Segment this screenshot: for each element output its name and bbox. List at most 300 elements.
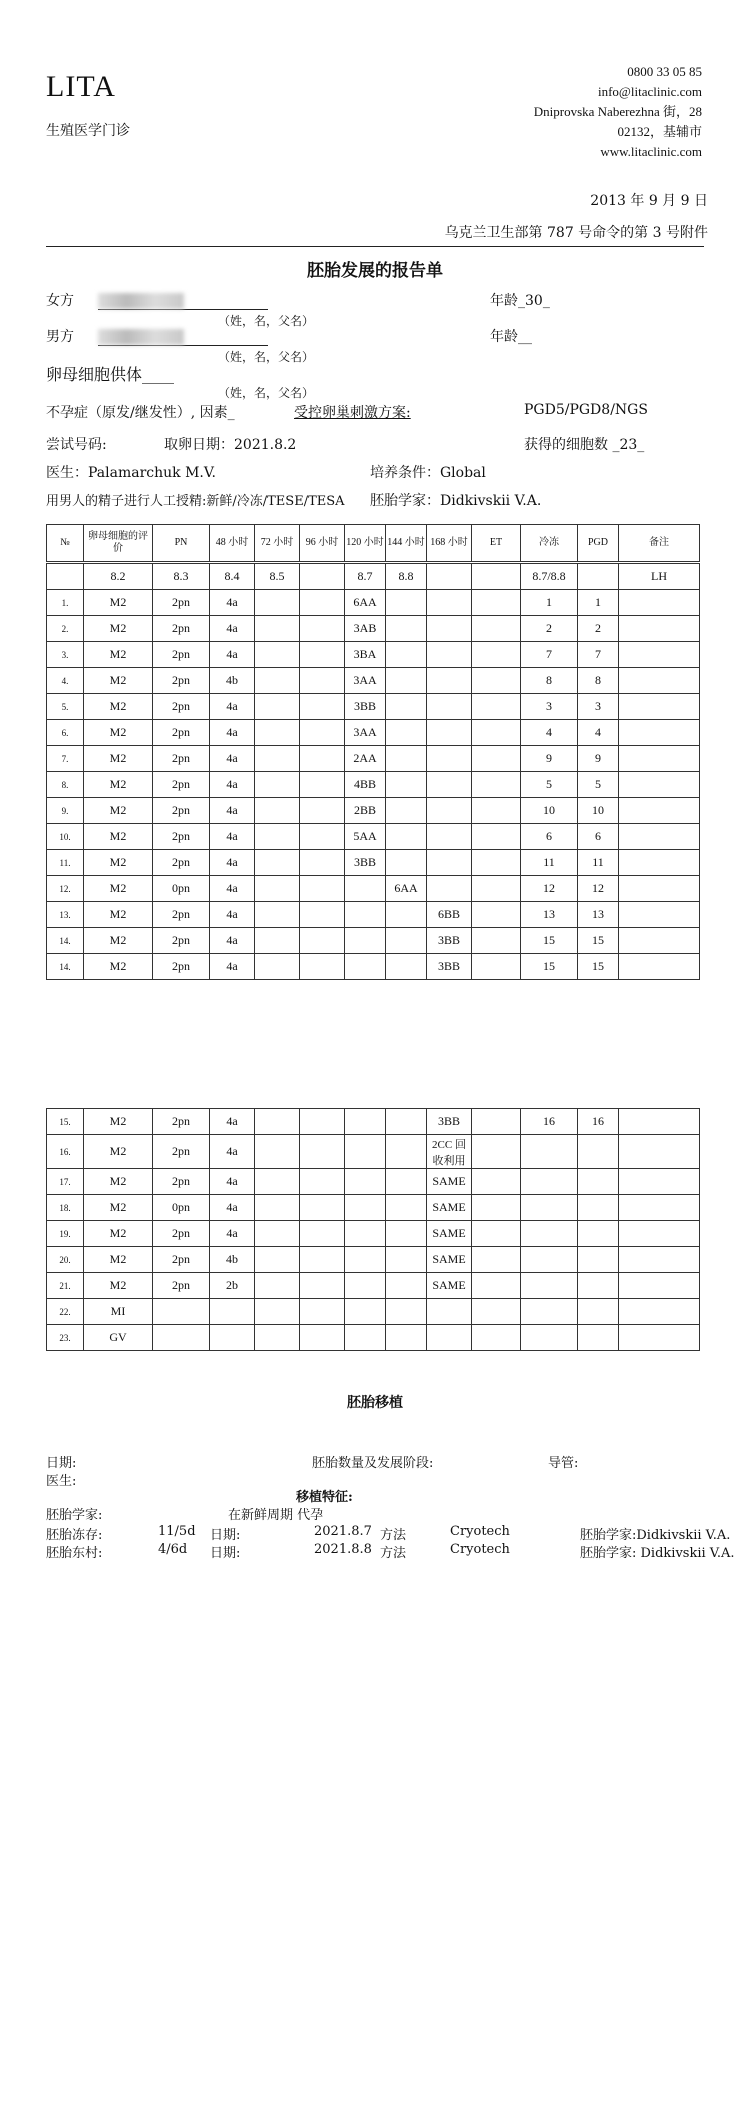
table-cell bbox=[386, 798, 427, 824]
table-cell: 4a bbox=[210, 1169, 255, 1195]
table-cell bbox=[427, 746, 472, 772]
table-cell bbox=[619, 642, 700, 668]
table-cell bbox=[619, 1221, 700, 1247]
table-cell bbox=[578, 1299, 619, 1325]
table-cell: 10 bbox=[578, 798, 619, 824]
table-cell bbox=[255, 616, 300, 642]
table-cell bbox=[345, 876, 386, 902]
table-cell bbox=[472, 642, 521, 668]
table-cell bbox=[255, 1135, 300, 1169]
table-row bbox=[47, 746, 700, 772]
contact-phone: 0800 33 05 85 bbox=[627, 64, 702, 79]
table-cell bbox=[472, 1247, 521, 1273]
table-cell bbox=[300, 1325, 345, 1351]
table-row bbox=[47, 642, 700, 668]
table-cell: 9 bbox=[578, 746, 619, 772]
table-cell: 8 bbox=[521, 668, 578, 694]
table-cell: 2b bbox=[210, 1273, 255, 1299]
table-cell: 2pn bbox=[153, 902, 210, 928]
table-cell: M2 bbox=[84, 1135, 153, 1169]
table-cell: 2pn bbox=[153, 694, 210, 720]
table-cell bbox=[619, 1325, 700, 1351]
table-cell bbox=[255, 668, 300, 694]
insemination-field: 用男人的精子进行人工授精:新鲜/冷冻/TESE/TESA bbox=[46, 494, 345, 509]
table-cell bbox=[300, 746, 345, 772]
table-row bbox=[47, 1109, 700, 1135]
table-cell: ET bbox=[472, 525, 521, 562]
table-cell: 13 bbox=[578, 902, 619, 928]
table-cell: 2pn bbox=[153, 1135, 210, 1169]
table-cell bbox=[210, 1299, 255, 1325]
table-cell: 4b bbox=[210, 668, 255, 694]
table-cell bbox=[386, 850, 427, 876]
table-cell: 4 bbox=[578, 720, 619, 746]
table-cell bbox=[386, 694, 427, 720]
table-cell bbox=[345, 1195, 386, 1221]
table-cell bbox=[427, 824, 472, 850]
table-cell bbox=[255, 772, 300, 798]
table-cell: 2pn bbox=[153, 590, 210, 616]
table-cell: 2pn bbox=[153, 1247, 210, 1273]
table-cell: 9 bbox=[521, 746, 578, 772]
row-number-cell: 17. bbox=[47, 1169, 84, 1195]
row-number-cell: 22. bbox=[47, 1299, 84, 1325]
table-cell bbox=[255, 590, 300, 616]
table-cell: SAME bbox=[427, 1195, 472, 1221]
table-cell bbox=[386, 928, 427, 954]
table-cell bbox=[153, 1299, 210, 1325]
table-cell: 3AA bbox=[345, 668, 386, 694]
table-cell bbox=[521, 1247, 578, 1273]
table-cell: 2pn bbox=[153, 668, 210, 694]
table-cell bbox=[619, 1195, 700, 1221]
table-cell bbox=[345, 1135, 386, 1169]
table-cell: 8.4 bbox=[210, 564, 255, 590]
table-cell: 2 bbox=[578, 616, 619, 642]
table-cell bbox=[472, 772, 521, 798]
table-cell bbox=[619, 668, 700, 694]
culture-conditions: 培养条件：Global bbox=[370, 465, 486, 481]
table-cell: 6 bbox=[521, 824, 578, 850]
table-cell bbox=[521, 1221, 578, 1247]
table-cell: 5 bbox=[578, 772, 619, 798]
table-cell bbox=[255, 824, 300, 850]
table-row bbox=[47, 694, 700, 720]
table-cell bbox=[472, 798, 521, 824]
row-number-cell: 8. bbox=[47, 772, 84, 798]
donor-name-hint: （姓，名，父名） bbox=[218, 386, 315, 400]
table-cell bbox=[472, 1325, 521, 1351]
table-cell bbox=[472, 1221, 521, 1247]
table-cell bbox=[300, 772, 345, 798]
table-cell bbox=[300, 694, 345, 720]
table-cell: 2pn bbox=[153, 1221, 210, 1247]
freeze-date: 2021.8.7 bbox=[314, 1524, 372, 1539]
row-number-cell: 9. bbox=[47, 798, 84, 824]
table-cell bbox=[300, 850, 345, 876]
transfer-doctor-label: 医生: bbox=[46, 1474, 77, 1489]
table-cell: 1 bbox=[521, 590, 578, 616]
pgd-field: PGD5/PGD8/NGS bbox=[524, 402, 648, 418]
table-row bbox=[47, 1247, 700, 1273]
table-cell: M2 bbox=[84, 772, 153, 798]
table-cell: 48 小时 bbox=[210, 525, 255, 562]
embryo-count-label: 胚胎数量及发展阶段: bbox=[312, 1456, 434, 1471]
freeze-label: 胚胎冻存: bbox=[46, 1528, 103, 1543]
table-row bbox=[47, 668, 700, 694]
table-cell: 13 bbox=[521, 902, 578, 928]
table-cell bbox=[386, 1109, 427, 1135]
table-cell bbox=[521, 1299, 578, 1325]
table-row bbox=[47, 772, 700, 798]
table-cell bbox=[210, 1325, 255, 1351]
female-row bbox=[46, 290, 268, 310]
transfer-features-label: 移植特征: bbox=[296, 1490, 353, 1505]
embryo-table-header bbox=[46, 524, 700, 562]
table-cell bbox=[472, 902, 521, 928]
table-cell: 3AA bbox=[345, 720, 386, 746]
table-cell bbox=[386, 902, 427, 928]
table-row bbox=[47, 590, 700, 616]
table-cell bbox=[345, 928, 386, 954]
row-number-cell: № bbox=[47, 525, 84, 562]
table-cell bbox=[300, 590, 345, 616]
table-cell: 2pn bbox=[153, 928, 210, 954]
table-cell bbox=[619, 772, 700, 798]
table-cell bbox=[345, 1169, 386, 1195]
table-cell: 4a bbox=[210, 590, 255, 616]
table-cell bbox=[427, 590, 472, 616]
table-cell bbox=[386, 590, 427, 616]
table-cell: 4a bbox=[210, 928, 255, 954]
report-title: 胚胎发展的报告单 bbox=[307, 261, 443, 281]
table-cell bbox=[386, 1273, 427, 1299]
table-cell: 72 小时 bbox=[255, 525, 300, 562]
table-cell: M2 bbox=[84, 902, 153, 928]
table-cell: 4a bbox=[210, 772, 255, 798]
table-cell bbox=[345, 1247, 386, 1273]
freeze-label: 胚胎东村: bbox=[46, 1546, 103, 1561]
table-cell bbox=[386, 1247, 427, 1273]
table-cell: 2BB bbox=[345, 798, 386, 824]
table-cell bbox=[386, 1325, 427, 1351]
table-cell bbox=[578, 1247, 619, 1273]
table-cell: M2 bbox=[84, 1195, 153, 1221]
table-cell: PGD bbox=[578, 525, 619, 562]
table-cell bbox=[472, 1299, 521, 1325]
table-cell bbox=[578, 1169, 619, 1195]
table-cell: SAME bbox=[427, 1169, 472, 1195]
table-cell: 7 bbox=[521, 642, 578, 668]
table-cell bbox=[578, 1221, 619, 1247]
table-cell: 8.8 bbox=[386, 564, 427, 590]
row-number-cell: 18. bbox=[47, 1195, 84, 1221]
table-cell bbox=[578, 1273, 619, 1299]
table-cell bbox=[521, 1169, 578, 1195]
table-row bbox=[47, 1221, 700, 1247]
table-cell bbox=[345, 954, 386, 980]
table-cell bbox=[472, 1109, 521, 1135]
row-number-cell: 14. bbox=[47, 954, 84, 980]
freeze-method: Cryotech bbox=[450, 1542, 510, 1557]
table-cell: 6 bbox=[578, 824, 619, 850]
table-cell: 2pn bbox=[153, 850, 210, 876]
table-cell: M2 bbox=[84, 642, 153, 668]
table-cell bbox=[472, 616, 521, 642]
table-cell bbox=[619, 1299, 700, 1325]
table-cell: 6AA bbox=[345, 590, 386, 616]
table-cell bbox=[300, 1299, 345, 1325]
row-number-cell: 5. bbox=[47, 694, 84, 720]
table-cell: M2 bbox=[84, 720, 153, 746]
table-cell: 5 bbox=[521, 772, 578, 798]
table-cell: MI bbox=[84, 1299, 153, 1325]
table-cell bbox=[255, 642, 300, 668]
table-cell bbox=[619, 1109, 700, 1135]
table-cell: 0pn bbox=[153, 1195, 210, 1221]
table-cell bbox=[300, 1169, 345, 1195]
table-cell bbox=[427, 850, 472, 876]
table-cell: 4a bbox=[210, 1109, 255, 1135]
table-cell: 2 bbox=[521, 616, 578, 642]
table-cell: M2 bbox=[84, 668, 153, 694]
table-cell bbox=[472, 1195, 521, 1221]
table-row bbox=[47, 1273, 700, 1299]
row-number-cell: 14. bbox=[47, 928, 84, 954]
table-cell: M2 bbox=[84, 616, 153, 642]
row-number-cell: 21. bbox=[47, 1273, 84, 1299]
table-cell: 8.7/8.8 bbox=[521, 564, 578, 590]
table-cell: 2pn bbox=[153, 616, 210, 642]
table-cell: 3BA bbox=[345, 642, 386, 668]
table-cell bbox=[386, 954, 427, 980]
table-cell bbox=[472, 824, 521, 850]
table-cell bbox=[578, 564, 619, 590]
table-cell bbox=[255, 1221, 300, 1247]
row-number-cell: 1. bbox=[47, 590, 84, 616]
table-cell: 3 bbox=[521, 694, 578, 720]
table-cell: 15 bbox=[578, 928, 619, 954]
table-cell: 11 bbox=[521, 850, 578, 876]
table-cell bbox=[386, 1169, 427, 1195]
table-cell: 2pn bbox=[153, 746, 210, 772]
freeze-method: Cryotech bbox=[450, 1524, 510, 1539]
table-cell: 12 bbox=[521, 876, 578, 902]
table-cell bbox=[255, 720, 300, 746]
table-cell: 2pn bbox=[153, 954, 210, 980]
table-cell: 2pn bbox=[153, 720, 210, 746]
table-cell: PN bbox=[153, 525, 210, 562]
clinic-name: 生殖医学门诊 bbox=[46, 123, 130, 139]
table-cell bbox=[345, 902, 386, 928]
table-cell bbox=[472, 746, 521, 772]
table-cell bbox=[619, 954, 700, 980]
table-cell: M2 bbox=[84, 850, 153, 876]
contact-email: info@litaclinic.com bbox=[597, 84, 702, 99]
table-cell: 4a bbox=[210, 694, 255, 720]
table-header-row bbox=[47, 525, 700, 562]
row-number-cell: 10. bbox=[47, 824, 84, 850]
female-name-line bbox=[98, 293, 268, 310]
table-cell: 4a bbox=[210, 1221, 255, 1247]
table-cell bbox=[300, 876, 345, 902]
table-cell bbox=[386, 668, 427, 694]
table-cell: 4a bbox=[210, 746, 255, 772]
table-cell: M2 bbox=[84, 746, 153, 772]
table-cell bbox=[345, 1325, 386, 1351]
table-cell bbox=[345, 1273, 386, 1299]
table-cell: M2 bbox=[84, 1169, 153, 1195]
table-cell: GV bbox=[84, 1325, 153, 1351]
table-cell: 6AA bbox=[386, 876, 427, 902]
freeze-embryologist: 胚胎学家: Didkivskii V.A. bbox=[580, 1546, 735, 1561]
row-number-cell: 3. bbox=[47, 642, 84, 668]
table-cell bbox=[255, 850, 300, 876]
table-cell bbox=[300, 1195, 345, 1221]
table-cell: SAME bbox=[427, 1273, 472, 1299]
table-cell bbox=[472, 720, 521, 746]
annex-note: 乌克兰卫生部第 787 号命令的第 3 号附件 bbox=[444, 225, 708, 241]
freeze-count: 4/6d bbox=[158, 1542, 188, 1557]
table-cell bbox=[386, 772, 427, 798]
table-cell: M2 bbox=[84, 1109, 153, 1135]
table-cell bbox=[521, 1273, 578, 1299]
table-cell: 120 小时 bbox=[345, 525, 386, 562]
table-cell bbox=[255, 798, 300, 824]
table-cell: 备注 bbox=[619, 525, 700, 562]
table-cell: 4a bbox=[210, 1135, 255, 1169]
table-cell: 4a bbox=[210, 798, 255, 824]
row-number-cell: 20. bbox=[47, 1247, 84, 1273]
table-cell bbox=[386, 1221, 427, 1247]
table-cell bbox=[300, 928, 345, 954]
contact-street: Dniprovska Naberezhna 街，28 bbox=[533, 104, 702, 119]
table-cell bbox=[255, 928, 300, 954]
table-cell: M2 bbox=[84, 694, 153, 720]
table-cell bbox=[345, 1221, 386, 1247]
table-cell: LH bbox=[619, 564, 700, 590]
table-cell: M2 bbox=[84, 824, 153, 850]
table-cell: 4a bbox=[210, 954, 255, 980]
table-cell bbox=[345, 1109, 386, 1135]
table-cell bbox=[619, 850, 700, 876]
table-cell bbox=[521, 1195, 578, 1221]
table-cell: 4a bbox=[210, 824, 255, 850]
table-cell bbox=[619, 928, 700, 954]
table-cell bbox=[619, 1247, 700, 1273]
table-row bbox=[47, 876, 700, 902]
table-cell: 4a bbox=[210, 876, 255, 902]
redacted-name bbox=[98, 329, 184, 345]
table-cell: M2 bbox=[84, 590, 153, 616]
stim-protocol: 受控卵巢刺激方案: bbox=[294, 405, 411, 421]
row-number-cell: 7. bbox=[47, 746, 84, 772]
table-cell bbox=[300, 1247, 345, 1273]
table-cell: M2 bbox=[84, 876, 153, 902]
table-cell: M2 bbox=[84, 1221, 153, 1247]
table-cell: 96 小时 bbox=[300, 525, 345, 562]
table-cell: 4BB bbox=[345, 772, 386, 798]
row-number-cell: 23. bbox=[47, 1325, 84, 1351]
transfer-cycle: 在新鲜周期 代孕 bbox=[228, 1508, 324, 1523]
table-cell: 2pn bbox=[153, 798, 210, 824]
row-number-cell: 15. bbox=[47, 1109, 84, 1135]
table-cell: 15 bbox=[521, 954, 578, 980]
table-cell: 3BB bbox=[345, 694, 386, 720]
transfer-embryologist-label: 胚胎学家: bbox=[46, 1508, 103, 1523]
table-cell bbox=[472, 668, 521, 694]
table-cell: 8 bbox=[578, 668, 619, 694]
table-cell bbox=[300, 824, 345, 850]
table-cell bbox=[386, 1195, 427, 1221]
contact-block bbox=[534, 62, 702, 162]
table-cell bbox=[427, 668, 472, 694]
table-cell bbox=[255, 1169, 300, 1195]
table-cell bbox=[472, 1169, 521, 1195]
table-cell bbox=[619, 1135, 700, 1169]
transfer-title: 胚胎移植 bbox=[347, 1395, 403, 1411]
freeze-method-label: 方法 bbox=[380, 1546, 407, 1561]
table-cell: 168 小时 bbox=[427, 525, 472, 562]
female-label: 女方 bbox=[46, 293, 74, 309]
table-cell bbox=[255, 876, 300, 902]
contact-website: www.litaclinic.com bbox=[600, 144, 702, 159]
donor-label: 卵母细胞供体____ bbox=[46, 365, 175, 384]
embryo-table-page1 bbox=[46, 563, 700, 980]
table-cell bbox=[521, 1325, 578, 1351]
table-cell bbox=[578, 1135, 619, 1169]
table-row bbox=[47, 1195, 700, 1221]
table-cell: M2 bbox=[84, 928, 153, 954]
table-cell bbox=[386, 746, 427, 772]
table-cell bbox=[300, 668, 345, 694]
table-cell: 4a bbox=[210, 642, 255, 668]
table-cell: 3BB bbox=[427, 928, 472, 954]
row-number-cell: 6. bbox=[47, 720, 84, 746]
row-number-cell: 12. bbox=[47, 876, 84, 902]
table-cell bbox=[619, 590, 700, 616]
table-cell bbox=[300, 1273, 345, 1299]
table-cell: M2 bbox=[84, 954, 153, 980]
table-row bbox=[47, 1325, 700, 1351]
table-cell bbox=[300, 1221, 345, 1247]
table-row bbox=[47, 616, 700, 642]
table-cell bbox=[386, 1299, 427, 1325]
table-cell bbox=[386, 642, 427, 668]
row-number-cell: 4. bbox=[47, 668, 84, 694]
table-cell bbox=[300, 642, 345, 668]
table-cell: 3 bbox=[578, 694, 619, 720]
table-cell bbox=[427, 694, 472, 720]
table-cell: 2CC 回收利用 bbox=[427, 1135, 472, 1169]
table-cell: 7 bbox=[578, 642, 619, 668]
table-cell bbox=[619, 1273, 700, 1299]
table-cell bbox=[255, 1247, 300, 1273]
header-divider bbox=[46, 246, 704, 247]
row-number-cell bbox=[47, 564, 84, 590]
table-cell bbox=[619, 720, 700, 746]
table-cell bbox=[300, 720, 345, 746]
table-cell: 8.2 bbox=[84, 564, 153, 590]
cells-obtained: 获得的细胞数 _23_ bbox=[524, 437, 645, 453]
table-cell: 4a bbox=[210, 616, 255, 642]
table-cell bbox=[255, 902, 300, 928]
table-cell bbox=[386, 824, 427, 850]
table-cell: 4a bbox=[210, 1195, 255, 1221]
table-cell bbox=[427, 616, 472, 642]
table-cell: 4 bbox=[521, 720, 578, 746]
doctor-field: 医生：Palamarchuk M.V. bbox=[46, 465, 216, 481]
